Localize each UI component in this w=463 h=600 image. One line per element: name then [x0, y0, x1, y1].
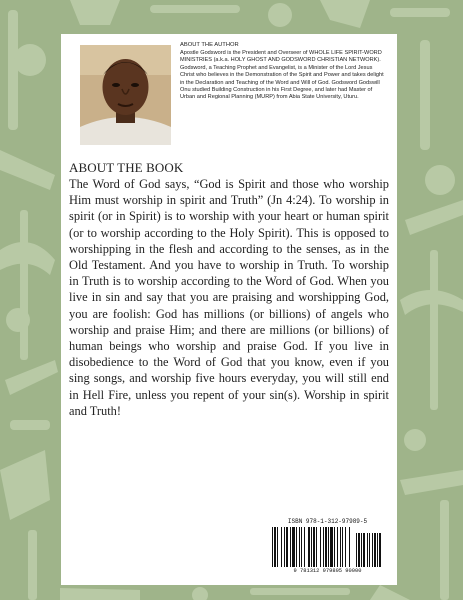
barcode-bar: [328, 527, 329, 567]
barcode-digits-text: 9 781312 979895: [293, 568, 343, 574]
barcode-bar: [284, 527, 285, 567]
barcode-bar: [272, 527, 273, 567]
barcode-bar: [325, 527, 327, 567]
barcode-bar: [304, 527, 305, 567]
barcode-bar: [299, 527, 300, 567]
barcode-addon-bar: [372, 533, 373, 567]
barcode-digits: [269, 568, 386, 574]
barcode-bar: [337, 527, 338, 567]
barcode-addon-bar: [369, 533, 370, 567]
barcode-bar: [349, 527, 350, 567]
barcode-bar: [274, 527, 276, 567]
barcode-addon-bar: [374, 533, 376, 567]
barcode-bar: [330, 527, 333, 567]
isbn-barcode: [269, 518, 386, 576]
isbn-label: [269, 518, 386, 525]
about-the-book-heading: ABOUT THE BOOK: [69, 160, 184, 175]
barcode-addon-bar: [363, 533, 365, 567]
barcode-bar: [292, 527, 295, 567]
barcode-bar: [345, 527, 346, 567]
barcode-bars: [272, 527, 383, 567]
barcode-bar: [334, 527, 335, 567]
barcode-addon-bar: [356, 533, 357, 567]
barcode-addon-bar: [361, 533, 362, 567]
barcode-bar: [323, 527, 324, 567]
author-bio: Apostle Godsword is the President and Overseer of WHOLE LIFE SPIRIT-WORD MINISTRIES (a.k.a. HOLY GHOST AND GODSWORD CHRISTIAN NETWORK). Godsword, a Teaching Prophet and Evangelist, is a Minister of the Lord Jesus Christ who believes in the Demonstration of the Spirit and Power and takes delight in the Declaration and Teaching of the Word and Will of God. Godsword Godswill Onu studied Building Construction in his First Degree, and later had Master of Urban and Regional Planning (MURP) from Abia State University, Uturu.: [180, 49, 384, 101]
barcode-bar: [301, 527, 302, 567]
about-the-author: [180, 42, 388, 102]
barcode-bar: [340, 527, 341, 567]
author-heading: ABOUT THE AUTHOR: [180, 42, 239, 48]
barcode-addon-bar: [367, 533, 368, 567]
about-the-book-text: The Word of God says, “God is Spirit and those who worship Him must worship in spirit and Truth” (Jn 4:24). To worship in spirit (or in Spirit) is to worship with your heart or human spirit (or to worship according to the Holy Spirit). This is opposed to worshipping in the flesh and according to the senses, as in the Old Testament. And you have to worship in Truth. To worship in Truth is to worship according to the Word of God. When you live in sin and say that you are praising and worshipping God, you are foolish: God has millions (or billions) of angels who worship and praise Him; and there are millions (or billions) of human beings who worship and praise God. If you live in disobedience to the Word of God that you know, even if you sing songs, and worship five hours everyday, you will still end in Hell Fire, unless you repent of your sin(s). Worship in spirit and Truth!: [69, 177, 389, 418]
barcode-bar: [290, 527, 291, 567]
barcode-bar: [277, 527, 278, 567]
barcode-bar: [286, 527, 288, 567]
barcode-bar: [320, 527, 321, 567]
barcode-addon-bar: [358, 533, 360, 567]
isbn-number: ISBN 978-1-312-97989-5: [287, 518, 368, 525]
barcode-bar: [316, 527, 317, 567]
barcode-bar: [296, 527, 297, 567]
barcode-bar: [308, 527, 310, 567]
barcode-addon-bar: [377, 533, 378, 567]
barcode-bar: [311, 527, 312, 567]
barcode-bar: [313, 527, 315, 567]
barcode-price-code: 90000: [345, 568, 362, 574]
barcode-bar: [342, 527, 343, 567]
author-photo: [80, 45, 171, 145]
barcode-bar: [281, 527, 282, 567]
barcode-addon-bar: [379, 533, 381, 567]
